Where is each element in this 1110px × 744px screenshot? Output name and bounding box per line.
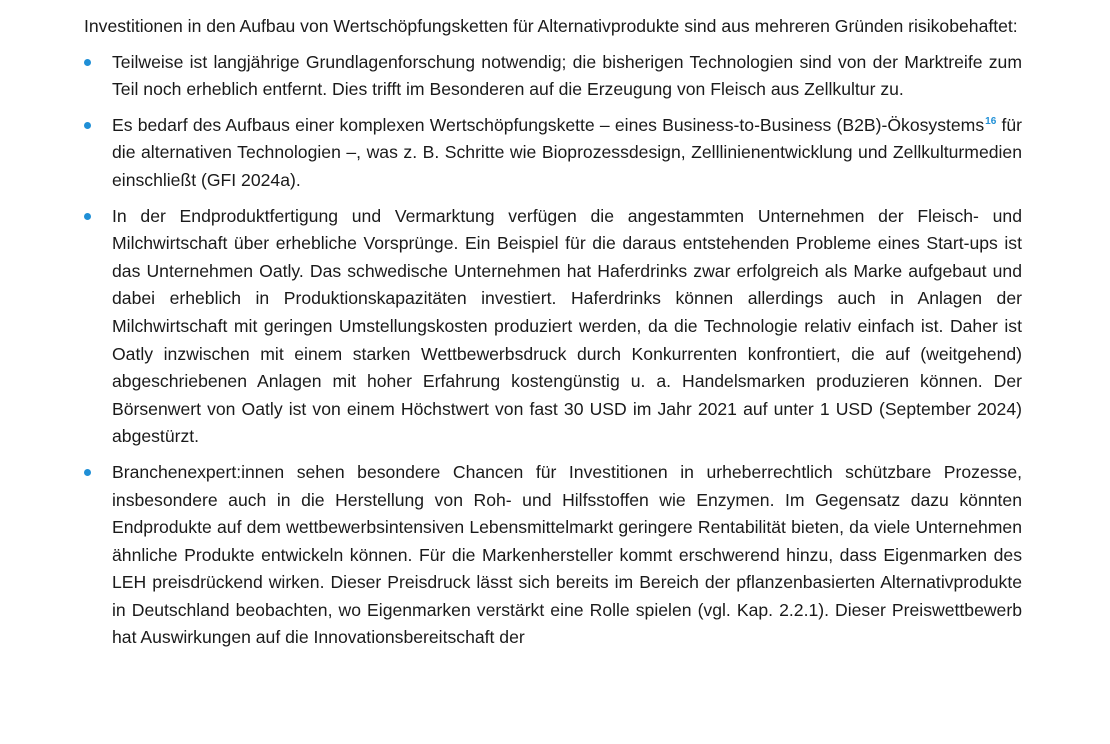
list-item-text: Es bedarf des Aufbaus einer komplexen Wertschöpfungskette – eines Business-to-Business (B2B)-Ökosystems — [112, 114, 985, 135]
footnote-link[interactable]: 16 — [985, 115, 997, 127]
bullet-icon — [84, 469, 91, 476]
list-item-text: In der Endproduktfertigung und Vermarktung verfügen die angestammten Unternehmen der Fleisch- und Milchwirtschaft über erhebliche Vorsprünge. Ein Beispiel für die daraus entstehenden Probleme eines Start-ups ist das Unternehmen Oatly. Das schwedische Unternehmen hat Haferdrinks zwar erfolgreich als Marke aufgebaut und dabei erheblich in Produktionskapazitäten investiert. Haferdrinks können allerdings auch in Anlagen der Milchwirtschaft mit geringen Umstellungskosten produziert werden, da die Technologie relativ einfach ist. Daher ist Oatly inzwischen mit einem starken Wettbewerbsdruck durch Konkurrenten konfrontiert, die auf (weitgehend) abgeschriebenen Anlagen mit hoher Erfahrung kostengünstig u. a. Handelsmarken produzieren können. Der Börsenwert von Oatly ist von einem Höchstwert von fast 30 USD im Jahr 2021 auf unter 1 USD (September 2024) abgestürzt. — [112, 205, 1022, 447]
bullet-icon — [84, 59, 91, 66]
list-item-text: Branchenexpert:innen sehen besondere Chancen für Investitionen in urheberrechtlich schützbare Prozesse, insbesondere auch in die Herstellung von Roh- und Hilfsstoffen wie Enzymen. Im Gegensatz dazu könnten Endprodukte auf dem wettbewerbsintensiven Lebensmittelmarkt geringere Rentabilität bieten, da viele Unternehmen ähnliche Produkte entwickeln können. Für die Markenhersteller kommt erschwerend hinzu, dass Eigenmarken des LEH preisdrückend wirken. Dieser Preisdruck lässt sich bereits im Bereich der pflanzenbasierten Alternativprodukte in Deutschland beobachten, wo Eigenmarken verstärkt eine Rolle spielen (vgl. Kap. 2.2.1). Dieser Preiswettbewerb hat Auswirkungen auf die Innovationsbereitschaft der — [112, 461, 1022, 648]
bullet-list — [84, 49, 1022, 652]
list-item — [84, 49, 1022, 104]
list-item — [84, 112, 1022, 195]
list-item-text: Teilweise ist langjährige Grundlagenforschung notwendig; die bisherigen Technologien sind von der Marktreife zum Teil noch erheblich entfernt. Dies trifft im Besonderen auf die Erzeugung von Fleisch aus Zellkultur zu. — [112, 51, 1022, 100]
intro-paragraph: Investitionen in den Aufbau von Wertschöpfungsketten für Alternativprodukte sind aus mehreren Gründen risikobehaftet: — [84, 16, 1018, 36]
list-item — [84, 203, 1022, 451]
list-item — [84, 459, 1022, 652]
document-page — [84, 13, 1022, 660]
list-item-text-continued: für die alternativen Technologien –, was z. B. Schritte wie Bioprozessdesign, Zelllinienentwicklung und Zellkulturmedien einschließt (GFI 2024a). — [112, 114, 1022, 190]
bullet-icon — [84, 122, 91, 129]
bullet-icon — [84, 213, 91, 220]
